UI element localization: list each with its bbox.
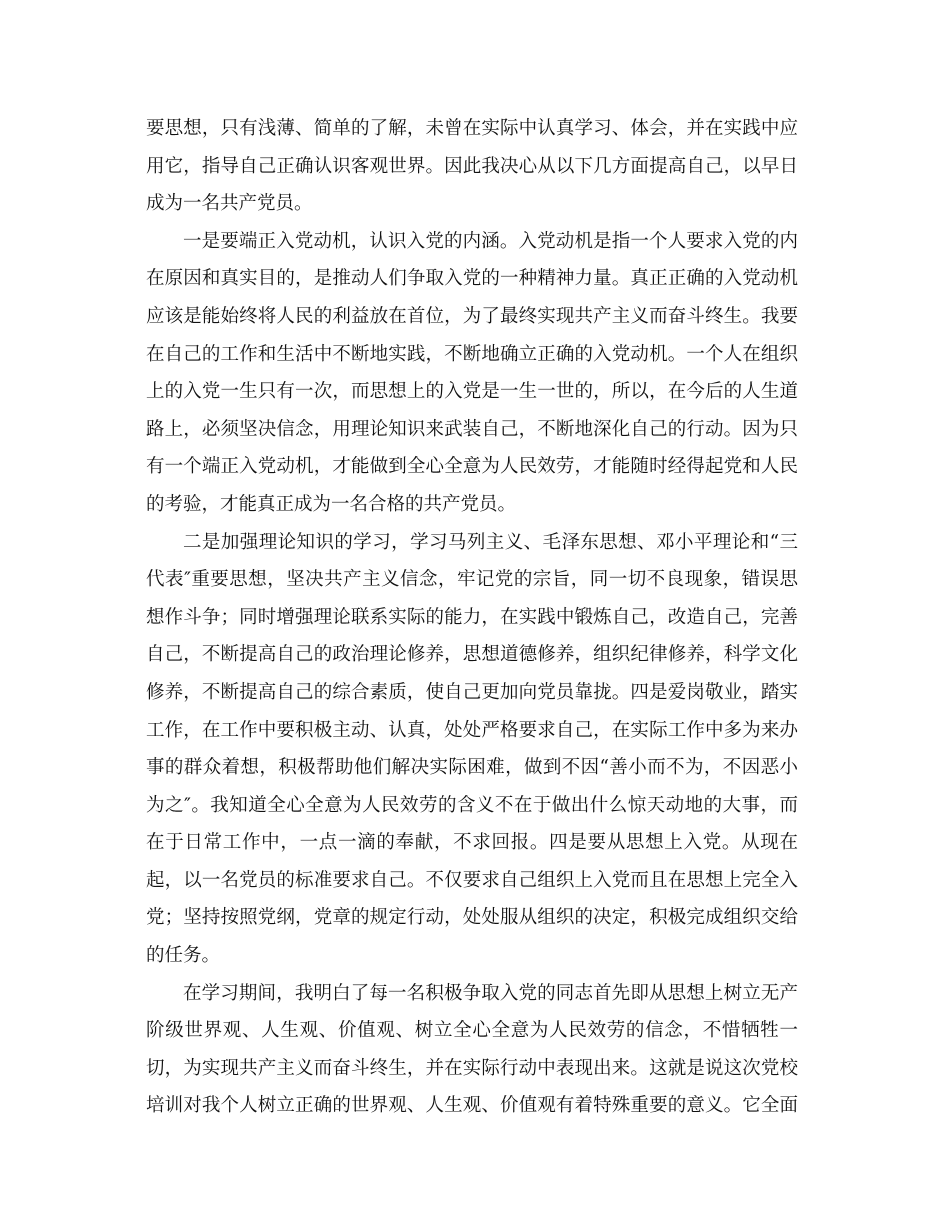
text-line: 的任务。 bbox=[146, 945, 221, 967]
text-line: 用它，指导自己正确认识客观世界。因此我决心从以下几方面提高自己，以早日 bbox=[146, 155, 798, 177]
text-line: 要思想，只有浅薄、简单的了解，未曾在实际中认真学习、体会，并在实践中应 bbox=[146, 118, 798, 139]
text-line: 工作，在工作中要积极主动、认真，处处严格要求自己，在实际工作中多为来办 bbox=[146, 719, 798, 741]
text-line: 二是加强理论知识的学习，学习马列主义、毛泽东思想、邓小平理论和“三 bbox=[183, 531, 798, 553]
paragraph-point-one bbox=[146, 223, 798, 524]
text-line: 切，为实现共产主义而奋斗终生，并在实际行动中表现出来。这就是说这次党校 bbox=[146, 1057, 798, 1079]
text-line: 为之″。我知道全心全意为人民效劳的含义不在于做出什么惊天动地的大事，而 bbox=[146, 794, 798, 816]
text-line: 一是要端正入党动机，认识入党的内涵。入党动机是指一个人要求入党的内 bbox=[183, 230, 798, 252]
text-line: 党；坚持按照党纲，党章的规定行动，处处服从组织的决定，积极完成组织交给 bbox=[146, 907, 798, 929]
text-line: 修养，不断提高自己的综合素质，使自己更加向党员靠拢。四是爱岗敬业，踏实 bbox=[146, 681, 798, 703]
text-line: 在学习期间，我明白了每一名积极争取入党的同志首先即从思想上树立无产 bbox=[183, 982, 798, 1004]
text-line: 自己，不断提高自己的政治理论修养，思想道德修养，组织纪律修养，科学文化 bbox=[146, 644, 798, 666]
text-line: 阶级世界观、人生观、价值观、树立全心全意为人民效劳的信念，不惜牺牲一 bbox=[146, 1020, 798, 1042]
text-line: 在自己的工作和生活中不断地实践，不断地确立正确的入党动机。一个人在组织 bbox=[146, 343, 798, 365]
paragraph-study-period bbox=[146, 975, 798, 1125]
text-line: 代表″重要思想，坚决共产主义信念，牢记党的宗旨，同一切不良现象，错误思 bbox=[146, 569, 798, 591]
text-line: 在于日常工作中，一点一滴的奉献，不求回报。四是要从思想上入党。从现在 bbox=[146, 832, 798, 854]
text-line: 事的群众着想，积极帮助他们解决实际困难，做到不因“善小而不为，不因恶小 bbox=[146, 757, 798, 779]
text-line: 应该是能始终将人民的利益放在首位，为了最终实现共产主义而奋斗终生。我要 bbox=[146, 305, 798, 327]
text-line: 成为一名共产党员。 bbox=[146, 193, 313, 215]
text-line: 在原因和真实目的，是推动人们争取入党的一种精神力量。真正正确的入党动机 bbox=[146, 268, 798, 290]
text-line: 路上，必须坚决信念，用理论知识来武装自己，不断地深化自己的行动。因为只 bbox=[146, 418, 798, 440]
document-body bbox=[146, 110, 798, 1125]
paragraph-continuation bbox=[146, 110, 798, 223]
text-line: 想作斗争；同时增强理论联系实际的能力，在实践中锻炼自己，改造自己，完善 bbox=[146, 606, 798, 628]
text-line: 上的入党一生只有一次，而思想上的入党是一生一世的，所以，在今后的人生道 bbox=[146, 381, 798, 403]
text-line: 起，以一名党员的标准要求自己。不仅要求自己组织上入党而且在思想上完全入 bbox=[146, 869, 798, 891]
text-line: 的考验，才能真正成为一名合格的共产党员。 bbox=[146, 493, 517, 515]
text-line: 培训对我个人树立正确的世界观、人生观、价值观有着特殊重要的意义。它全面 bbox=[146, 1095, 798, 1117]
text-line: 有一个端正入党动机，才能做到全心全意为人民效劳，才能随时经得起党和人民 bbox=[146, 456, 798, 478]
paragraph-point-two bbox=[146, 524, 798, 975]
